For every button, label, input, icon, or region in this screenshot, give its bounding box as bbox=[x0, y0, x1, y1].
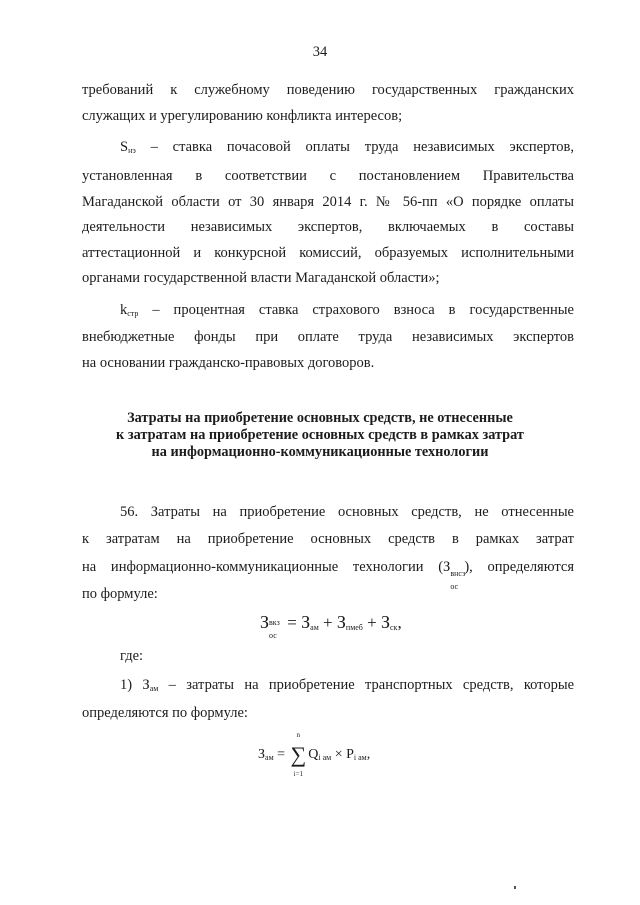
text: ), определяются bbox=[464, 559, 574, 575]
formula-total-os bbox=[260, 612, 402, 640]
item-1 bbox=[82, 673, 574, 699]
paragraph-line bbox=[82, 78, 574, 104]
text: Магаданской области от 30 января 2014 г. № 56-пп «О порядке оплаты bbox=[82, 193, 574, 210]
sigma-glyph: ∑ bbox=[290, 742, 307, 767]
paragraph-line bbox=[82, 215, 574, 241]
paragraph-line bbox=[82, 190, 574, 216]
formula-symbol: Q bbox=[308, 747, 319, 762]
text: где: bbox=[120, 648, 144, 664]
text: – затраты на приобретение транспортных средств, которые bbox=[158, 677, 575, 693]
comma: , bbox=[366, 747, 371, 762]
paragraph-line bbox=[82, 325, 574, 351]
formula-symbol: З bbox=[258, 747, 266, 762]
heading-line: к затратам на приобретение основных средств в рамках затрат bbox=[116, 427, 524, 443]
text: определяются по формуле: bbox=[82, 705, 248, 721]
formula-symbol: P bbox=[346, 747, 354, 762]
text: требований к служебному поведению государственных гражданских bbox=[82, 82, 574, 98]
paragraph-line bbox=[82, 582, 574, 608]
text: деятельности независимых экспертов, включаемых в составы bbox=[82, 219, 574, 235]
equals-sign: = bbox=[283, 613, 302, 632]
paragraph-line bbox=[82, 104, 574, 130]
text: – процентная ставка страхового взноса в государственные bbox=[138, 302, 574, 318]
times-sign: × bbox=[331, 747, 347, 762]
heading-line: на информационно-коммуникационные технологии bbox=[151, 444, 489, 460]
paragraph-line bbox=[82, 527, 574, 553]
paragraph-56 bbox=[82, 500, 574, 526]
section-heading bbox=[60, 410, 580, 461]
formula-transport bbox=[258, 731, 371, 778]
plus-sign: + bbox=[318, 613, 337, 632]
subscript: ос bbox=[450, 582, 459, 591]
sum-upper-limit: n bbox=[296, 731, 301, 739]
text: на основании гражданско-правовых договоров. bbox=[82, 354, 375, 371]
text: служащих и урегулированию конфликта интересов; bbox=[82, 107, 403, 124]
text: установленная в соответствии с постановлением Правительства bbox=[82, 168, 574, 184]
where-label bbox=[120, 644, 220, 670]
page-number: 34 bbox=[312, 44, 328, 60]
scan-speck bbox=[514, 886, 516, 889]
subscript: ам bbox=[149, 684, 159, 693]
symbol-subscript: нэ bbox=[128, 146, 136, 155]
sum-lower-limit: i=1 bbox=[293, 770, 303, 778]
superscript: внсз bbox=[450, 569, 466, 578]
text: 56. Затраты на приобретение основных средств, не отнесенные bbox=[120, 504, 574, 520]
subscript: ам bbox=[310, 623, 319, 632]
text: по формуле: bbox=[82, 586, 158, 602]
superscript: вкз bbox=[269, 618, 280, 627]
definition-k-str bbox=[82, 298, 574, 324]
subscript: ск bbox=[390, 623, 398, 632]
subscript: ос bbox=[269, 631, 277, 640]
paragraph-line bbox=[82, 555, 574, 591]
equals-sign: = bbox=[273, 747, 289, 762]
heading-line: Затраты на приобретение основных средств, не отнесенные bbox=[127, 410, 513, 426]
paragraph-line bbox=[82, 164, 574, 190]
definition-s-nz bbox=[82, 135, 574, 161]
subscript: i ам bbox=[318, 753, 332, 762]
text: 1) З bbox=[120, 677, 150, 693]
formula-symbol: З bbox=[260, 612, 270, 632]
text: – ставка почасовой оплаты труда независимых экспертов, bbox=[135, 139, 574, 155]
symbol: S bbox=[120, 139, 129, 155]
subscript: ам bbox=[265, 753, 274, 762]
paragraph-line bbox=[82, 351, 574, 377]
formula-symbol: З bbox=[301, 612, 311, 632]
text: на информационно-коммуникационные технологии (З bbox=[82, 559, 451, 575]
comma: , bbox=[397, 613, 402, 632]
subscript: пмеб bbox=[345, 623, 363, 632]
subscript: i ам bbox=[353, 753, 367, 762]
symbol: k bbox=[120, 302, 128, 318]
paragraph-line bbox=[82, 241, 574, 267]
text: к затратам на приобретение основных средств в рамках затрат bbox=[82, 531, 574, 547]
text: внебюджетные фонды при оплате труда независимых экспертов bbox=[82, 329, 574, 345]
text: аттестационной и конкурсной комиссий, образуемых исполнительными bbox=[82, 244, 574, 261]
plus-sign: + bbox=[362, 613, 381, 632]
formula-symbol: З bbox=[380, 612, 390, 632]
paragraph-line bbox=[82, 266, 574, 292]
symbol-subscript: стр bbox=[127, 309, 139, 318]
text: органами государственной власти Магаданской области»; bbox=[82, 270, 440, 286]
paragraph-line bbox=[82, 701, 574, 727]
formula-symbol: З bbox=[336, 612, 346, 632]
summation-sign bbox=[290, 731, 307, 778]
